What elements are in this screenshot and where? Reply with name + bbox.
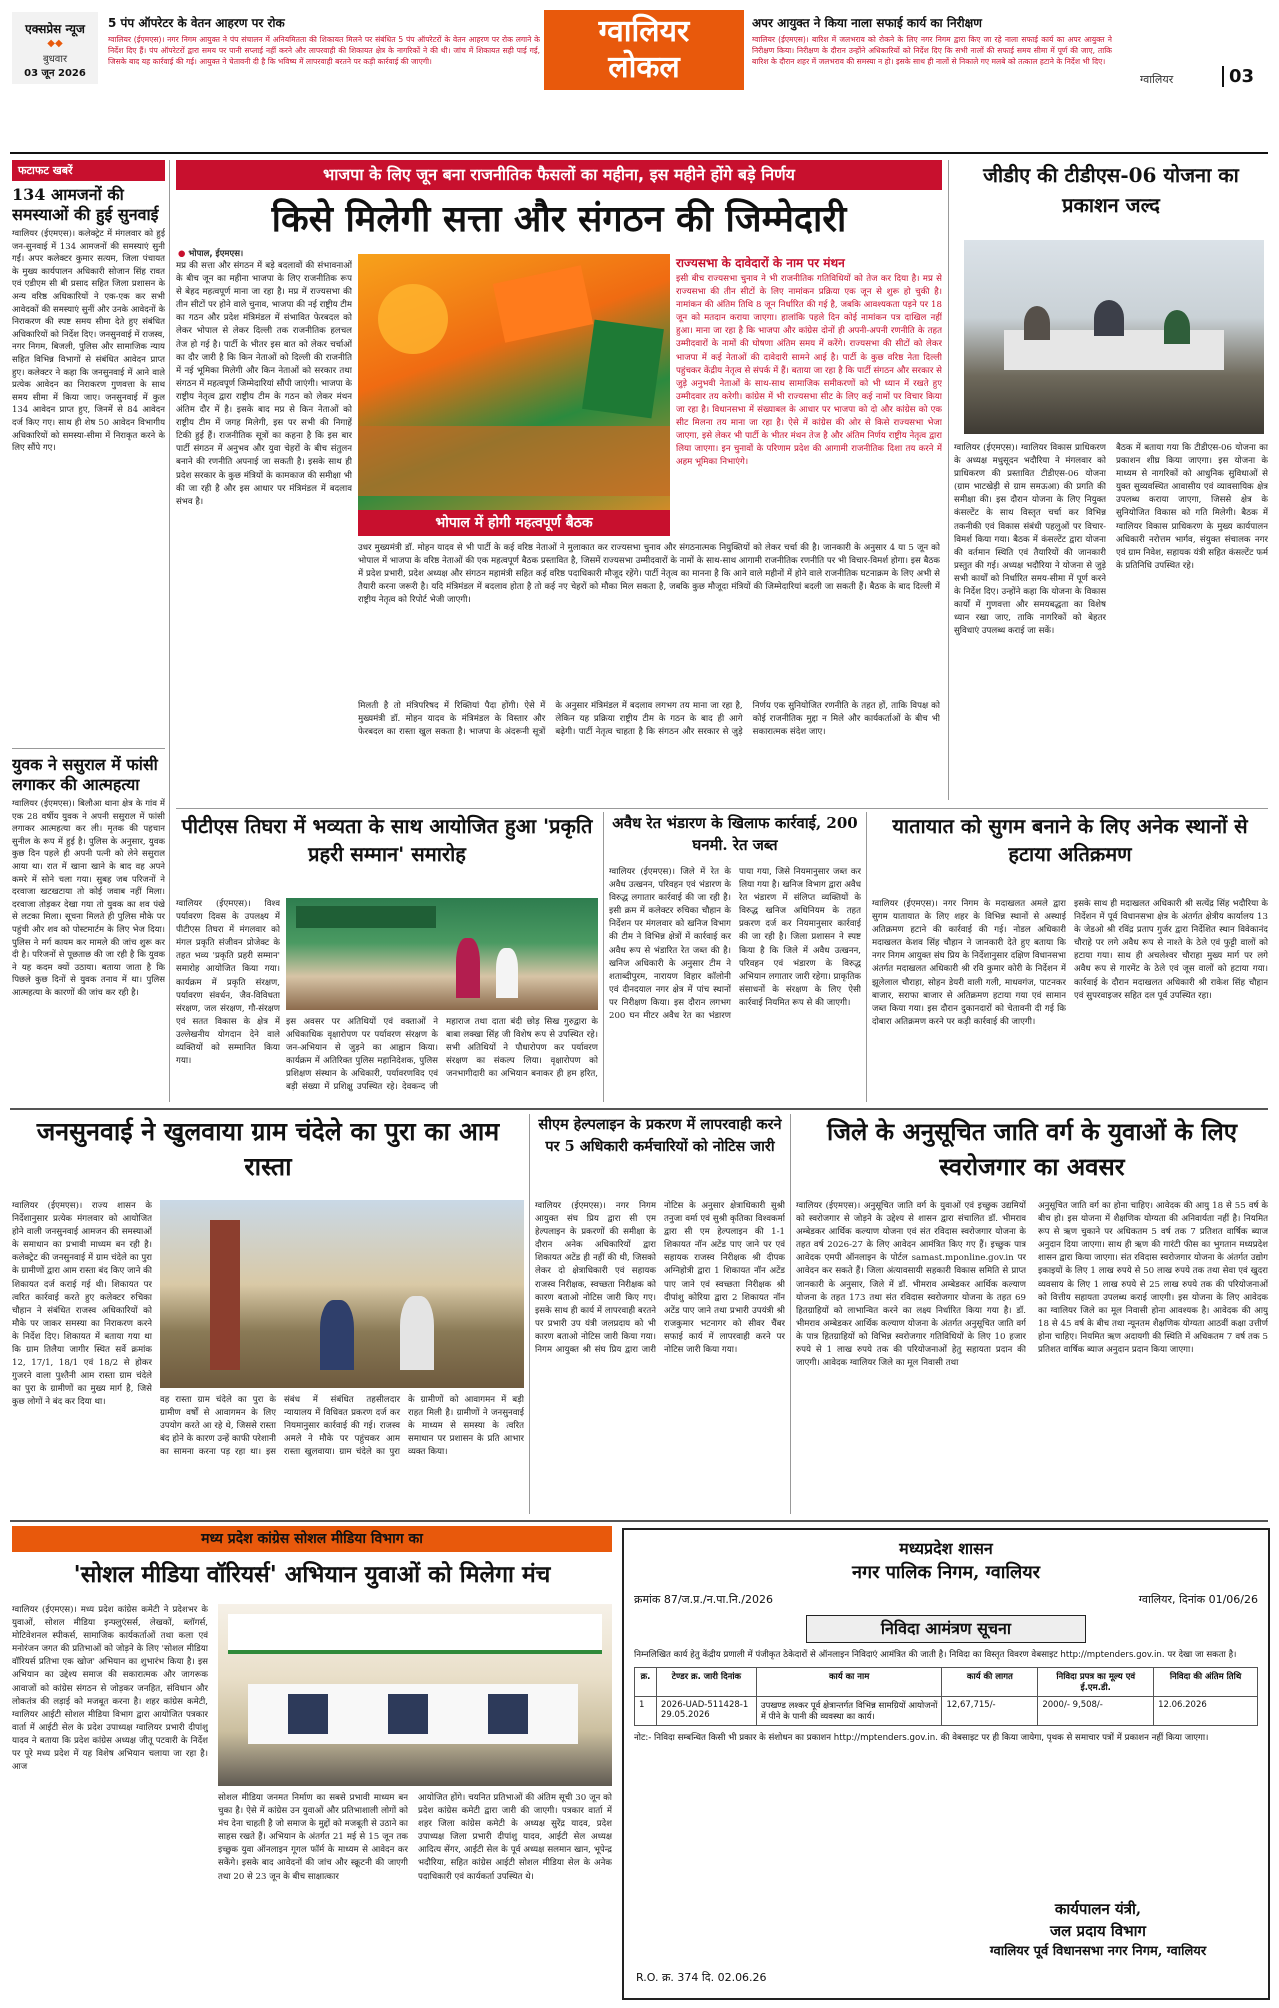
tender-gov: मध्यप्रदेश शासन	[899, 1539, 993, 1558]
person-shape	[496, 948, 518, 998]
tender-th: क्र.	[635, 1668, 657, 1697]
lead-dateline: ● भोपाल, ईएमएस।	[178, 249, 244, 259]
tender-td: उपखण्ड लश्कर पूर्व क्षेत्रान्तर्गत विभिन्न सामग्रियों आयोजनों में पीने के पानी की व्यवस्था का कार्य।	[756, 1697, 942, 1726]
lead-photo-caption: भोपाल में होगी महत्वपूर्ण बैठक	[435, 515, 593, 531]
lead-body-bottom: मिलती है तो मंत्रिपरिषद में रिक्तियां पैदा होंगी। ऐसे में मुख्यमंत्री डॉ. मोहन यादव के मंत्रिमंडल के विस्तार और फेरबदल का रास्ता खुल सकता है। भाजपा के अंदरूनी सूत्रों के अनुसार मंत्रिमंडल में बदलाव लगभग तय माना जा रहा है, लेकिन यह प्रक्रिया राष्ट्रीय टीम के गठन के बाद ही आगे बढ़ेगी। पार्टी नेतृत्व चाहता है कि संगठन और सरकार से जुड़े निर्णय एक सुनियोजित रणनीति के तहत हों, ताकि विपक्ष को कोई राजनीतिक मुद्दा न मिले और कार्यकर्ताओं के बीच भी सकारात्मक संदेश जाए।	[358, 701, 940, 738]
page-city: ग्वालियर	[1140, 73, 1174, 86]
person-shape	[400, 1296, 434, 1370]
cm-body: ग्वालियर (ईएमएस)। नगर निगम आयुक्त संघ प्रिय द्वारा सी एम हेल्पलाइन के प्रकरणों की समीक्षा के दौरान अनेक अधिकारियों द्वारा शिकायत अटेंड ही नहीं की थी, जिसको लेकर दो क्षेत्राधिकारी एवं सहायक राजस्व निरीक्षक, स्वच्छता निरीक्षक को कारण बताओ नोटिस जारी किए गए। इसके साथ ही कार्य में लापरवाही बरतने पर प्रभारी उप यंत्री जलप्रदाय को भी कारण बताओ नोटिस जारी किया गया। निगम आयुक्त श्री संघ प्रिय द्वारा जारी नोटिस के अनुसार क्षेत्राधिकारी सुश्री तनुजा वर्मा एवं सुश्री कृतिका विश्वकर्मा द्वारा सी एम हेल्पलाइन की 1-1 शिकायत नॉन अटेंड पाए जाने पर एवं सहायक राजस्व निरीक्षक श्री दीपक अग्निहोत्री द्वारा 1 शिकायत नॉन अटेंड पाए जाने एवं स्वच्छता निरीक्षक श्री दीपांशु कोरिया द्वारा 2 शिकायत नॉन अटेंड पाए जाने तथा प्रभारी उपयंत्री श्री राजकुमार भटनागर को सीवर चैंबर सफाई कार्य में लापरवाही करने पर नोटिस जारी किया गया।	[535, 1201, 785, 1356]
illegal-story	[609, 812, 861, 1102]
crowd-shape	[358, 426, 670, 496]
tender-title: निविदा आमंत्रण सूचना	[880, 1619, 1012, 1638]
sidebar-story-1-body: ग्वालियर (ईएमएस)। कलेक्ट्रेट में मंगलवार को हुई जन-सुनवाई में 134 आमजनों की समस्याएं सुनी गईं। अपर कलेक्टर कुमार सत्यम, जिला पंचायत के मुख्य कार्यपालन अधिकारी सोजान सिंह रावत एवं एडीएम सी बी प्रसाद सहित जिला प्रशासन के अन्य वरिष्ठ अधिकारियों ने एक-एक कर सभी आवेदकों की समस्याएं सुनीं और उनके आवेदनों के निराकरण की स्पष्ट समय सीमा देते हुए संबंधित अधिकारियों को निर्देश दिए। जनसुनवाई में राजस्व, नगर निगम, बिजली, पुलिस और सामाजिक न्याय सहित विभिन्न विभागों से संबंधित आवेदन प्राप्त हुए। कलेक्टर ने कहा कि जनसुनवाई में आने वाले प्रत्येक आवेदन का निराकरण गुणवत्ता के साथ समय सीमा में किया जाए। जनसुनवाई में कुल 134 आवेदन प्राप्त हुए, जिनमें से 84 आवेदन दर्ज किए गए। साथ ही शेष 50 आवेदन विभागीय अधिकारियों को समस्या-सीमा में निराकृत करने के लिए सौंपे गए।	[12, 229, 165, 454]
ptes-body-top: ग्वालियर (ईएमएस)। विश्व पर्यावरण दिवस के उपलक्ष्य में पीटीएस तिघरा में मंगलवार को मंगल प्रकृति संजीवन प्रोजेक्ट के तहत भव्य 'प्रकृति प्रहरी सम्मान' समारोह आयोजित किया गया। कार्यक्रम में प्रकृति संरक्षण, पर्यावरण संवर्धन, जैव-विविधता संरक्षण, जल संरक्षण, गौ-संरक्षण एवं सतत विकास के क्षेत्र में उल्लेखनीय योगदान देने वाले व्यक्तियों को सम्मानित किया गया।	[176, 899, 280, 1067]
poster-shape	[488, 1694, 528, 1734]
tds-meeting-photo	[964, 240, 1264, 434]
person-shape	[320, 1300, 354, 1370]
jan-body-2: वह रास्ता ग्राम चंदेले का पुरा के ग्रामीण वर्षों से आवागमन के लिए उपयोग करते आ रहे थे, जिससे रास्ता बंद होने के कारण उन्हें काफी परेशानी का सामना करना पड़ रहा था। इस संबंध में संबंधित तहसीलदार न्यायालय में विधिवत प्रकरण दर्ज कर नियमानुसार कार्रवाई की गई। राजस्व अमले ने मौके पर पहुंचकर आम रास्ता खुलवाया। ग्राम चंदेले का पुरा के ग्रामीणों को आवागमन में बड़ी राहत मिली है। ग्रामीणों ने जनसुनवाई के माध्यम से समस्या के त्वरित समाधान पर प्रशासन के प्रति आभार व्यक्त किया।	[160, 1395, 524, 1458]
row4-rule	[10, 1520, 1268, 1522]
cm-rule	[790, 1114, 791, 1514]
sidebar-divider	[12, 748, 165, 749]
tender-sign-3: ग्वालियर पूर्व विधानसभा नगर निगम, ग्वालियर	[989, 1944, 1207, 1959]
flag-shape	[493, 265, 594, 342]
issue-date: 03 जून 2026	[24, 68, 86, 79]
tds-headline: जीडीए की टीडीएस-06 योजना का प्रकाशन जल्द	[983, 163, 1239, 217]
flag-shape	[378, 284, 448, 354]
lead-rally-photo	[358, 254, 670, 536]
ptes-story	[176, 812, 598, 1102]
sc-body-col2: अनुसूचित जाति वर्ग का होना चाहिए। आवेदक की आयु 18 से 55 वर्ष के बीच हो। इस योजना में शैक्षणिक योग्यता की अनिवार्यता नहीं है। नियमित रूप से ऋण चुकाने पर अधिकतम 5 वर्ष तक 7 प्रतिशत वार्षिक ब्याज अनुदान दिया जाएगा। साथ ही ऋण की गारंटी फीस का भुगतान मध्यप्रदेश शासन द्वारा किया जाएगा। संत रविदास स्वरोजगार योजना के अंतर्गत उद्योग इकाइयों के लिए 1 लाख रुपये से 50 लाख रुपये तक तथा सेवा एवं खुदरा व्यवसाय के लिए 1 लाख रुपये से 25 लाख रुपये तक की परियोजनाओं को वित्तीय सहायता उपलब्ध कराई जाएगी। इस योजना के लिए आवेदक का ग्वालियर जिले का मूल निवासी होना आवश्यक है। आवेदक की आयु 18 से 45 वर्ष के बीच तथा न्यूनतम शैक्षणिक योग्यता आठवीं कक्षा उत्तीर्ण होना चाहिए। नियमित ऋण अदायगी की स्थिति में अधिकतम 7 वर्ष तक 5 प्रतिशत वार्षिक ब्याज अनुदान प्रदान किया जाएगा।	[1038, 1201, 1268, 1356]
tds-body-col2: बैठक में बताया गया कि टीडीएस-06 योजना का प्रकाशन शीघ्र किया जाएगा। इस योजना के माध्यम से नागरिकों को आधुनिक सुविधाओं से युक्त सुव्यवस्थित आवासीय एवं व्यावसायिक क्षेत्र उपलब्ध कराया जाएगा, जिससे क्षेत्र के सुनियोजित विकास को गति मिलेगी। बैठक में ग्वालियर विकास प्राधिकरण के मुख्य कार्यपालन अधिकारी नरोत्तम भार्गव, संयुक्त संचालक नगर एवं ग्राम निवेश, सहायक यंत्री सहित कंसल्टेंट फर्म के प्रतिनिधि उपस्थित रहे।	[1116, 443, 1268, 571]
illegal-rule	[866, 812, 867, 1102]
masthead-story-1	[108, 14, 540, 88]
illegal-headline: अवैध रेत भंडारण के खिलाफ कार्रवाई, 200 घनमी. रेत जब्त	[612, 814, 858, 854]
ptes-event-photo	[286, 898, 598, 1010]
sidebar-story-2-body: ग्वालियर (ईएमएस)। बिलौआ थाना क्षेत्र के गांव में एक 28 वर्षीय युवक ने अपनी ससुराल में फांसी लगाकर आत्महत्या कर ली। मृतक की पहचान सुनील के रूप में हुई है। पुलिस के अनुसार, युवक कुछ दिन पहले ही अपनी पत्नी को लेने ससुराल आया था। रात में खाना खाने के बाद वह अपने कमरे में सोने चला गया। सुबह जब परिजनों ने दरवाजा खटखटाया तो कोई जवाब नहीं मिला। दरवाजा तोड़कर देखा गया तो युवक का शव पंखे से लटका मिला। सूचना मिलते ही पुलिस मौके पर पहुंची और शव को पोस्टमार्टम के लिए भेज दिया। पुलिस ने मर्ग कायम कर मामले की जांच शुरू कर दी है। परिजनों से पूछताछ की जा रही है कि युवक ने यह कदम क्यों उठाया। बताया जाता है कि पिछले कुछ दिनों से युवक तनाव में था। पुलिस आत्महत्या के कारणों की जांच कर रही है।	[12, 799, 165, 998]
tender-td: 2026-UAD-511428-1 29.05.2026	[656, 1697, 756, 1726]
tds-rule	[948, 160, 949, 800]
lead-side-headline: राज्यसभा के दावेदारों के नाम पर मंथन	[676, 256, 845, 270]
jan-headline: जनसुनवाई ने खुलवाया ग्राम चंदेले का पुरा का आम रास्ता	[36, 1117, 500, 1181]
lead-headline: किसे मिलेगी सत्ता और संगठन की जिम्मेदारी	[271, 198, 847, 240]
person-shape	[456, 938, 480, 998]
sidebar-rule	[169, 160, 170, 1102]
sidebar-label: फटाफट खबरें	[12, 160, 165, 181]
jan-road-photo	[160, 1200, 524, 1388]
congress-story	[12, 1526, 612, 2004]
brand-diamond-icon: ◆◆	[47, 38, 63, 49]
lead-side-body: इसी बीच राज्यसभा चुनाव ने भी राजनीतिक गतिविधियों को तेज कर दिया है। मप्र से राज्यसभा की तीन सीटों के लिए नामांकन प्रक्रिया एक जून से शुरू हो चुकी है। नामांकन की अंतिम तिथि 8 जून निर्धारित की गई है, जबकि आवश्यकता पड़ने पर 18 जून को मतदान कराया जाएगा। हालांकि पहले दिन कोई नामांकन पत्र दाखिल नहीं हुआ। माना जा रहा है कि भाजपा और कांग्रेस दोनों ही अपनी-अपनी रणनीति के तहत उम्मीदवारों के नामों की घोषणा अंतिम समय में करेंगे। राज्यसभा की सीटों को लेकर भाजपा में कई नेताओं की दावेदारी सामने आई है। पार्टी के कुछ वरिष्ठ नेता दिल्ली पहुंचकर केंद्रीय नेतृत्व से संपर्क में हैं। बताया जा रहा है कि पार्टी संगठन और सरकार से जुड़े अनुभवी नेताओं के साथ-साथ सामाजिक समीकरणों को भी ध्यान में रखते हुए उम्मीदवार तय करेगी। कांग्रेस में भी राज्यसभा सीट के लिए कई नामों पर विचार किया जा रहा है। विधानसभा में संख्याबल के आधार पर भाजपा को दो और कांग्रेस को एक सीट मिलना तय माना जा रहा है। ऐसे में कांग्रेस की ओर से किसे राज्यसभा भेजा जाएगा, इसे लेकर भी पार्टी के भीतर मंथन तेज है और अंतिम निर्णय राष्ट्रीय नेतृत्व द्वारा लिया जाएगा। इन चुनावों के परिणाम प्रदेश की आगामी राजनीतिक दिशा तय करने में अहम भूमिका निभाएंगे।	[676, 274, 942, 468]
sc-headline: जिले के अनुसूचित जाति वर्ग के युवाओं के लिए स्वरोजगार का अवसर	[827, 1117, 1237, 1181]
person-shape	[1094, 300, 1124, 336]
sc-story	[796, 1114, 1268, 1514]
table-row	[635, 1697, 1258, 1726]
section-title: ग्वालियर लोकल	[598, 14, 690, 85]
tender-ref: क्रमांक 87/ज.प्र./न.पा.नि./2026	[634, 1593, 773, 1606]
lead-body-under-photo: उधर मुख्यमंत्री डॉ. मोहन यादव से भी पार्टी के कई वरिष्ठ नेताओं ने मुलाकात कर राज्यसभा चुनाव और संगठनात्मक नियुक्तियों को लेकर चर्चा की है। जानकारी के अनुसार 4 या 5 जून को भोपाल में भाजपा के वरिष्ठ नेताओं की एक महत्वपूर्ण बैठक प्रस्तावित है, जिसमें राज्यसभा उम्मीदवारों के नामों के साथ-साथ आगामी राजनीतिक रणनीति पर भी विचार-विमर्श होगा। इस बैठक में प्रदेश प्रभारी, प्रदेश अध्यक्ष और संगठन महामंत्री सहित कई वरिष्ठ पदाधिकारी मौजूद रहेंगे। पार्टी नेतृत्व का मानना है कि आने वाले महीनों में होने वाले राजनीतिक घटनाक्रम के लिए अभी से तैयारी करना जरूरी है। यदि मंत्रिमंडल में बदलाव होता है तो कई नए चेहरों को मौका मिल सकता है, जबकि कुछ मौजूदा मंत्रियों की जिम्मेदारियां बदली जा सकती हैं। बैठक के बाद दिल्ली में राष्ट्रीय नेतृत्व को रिपोर्ट भेजी जाएगी।	[358, 543, 940, 606]
lead-body-col1: मप्र की सत्ता और संगठन में बड़े बदलावों की संभावनाओं के बीच जून का महीना भाजपा के लिए राजनीतिक रूप से बेहद महत्वपूर्ण माना जा रहा है। मप्र में राज्यसभा की तीन सीटों पर होने वाले चुनाव, भाजपा की नई राष्ट्रीय टीम का गठन और प्रदेश मंत्रिमंडल में संभावित फेरबदल को लेकर भोपाल से लेकर दिल्ली तक राजनीतिक हलचल तेज हो गई है। पार्टी के भीतर इस बात को लेकर चर्चाओं का दौर जारी है कि किन नेताओं को दिल्ली की राजनीति में नई भूमिका मिलेगी और किन नेताओं को सरकार तथा संगठन में महत्वपूर्ण जिम्मेदारियां सौंपी जाएंगी। भाजपा के राष्ट्रीय नेतृत्व द्वारा राष्ट्रीय टीम के गठन को लेकर मंथन अंतिम दौर में है। इसके बाद मप्र से किन नेताओं को राष्ट्रीय टीम में जगह मिलेगी, इस पर सभी की निगाहें टिकी हुई हैं। राजनीतिक सूत्रों का कहना है कि इस बार पार्टी संगठन में अनुभव और युवा चेहरों के बीच संतुलन बनाने की रणनीति अपनाई जा सकती है। इसके साथ ही प्रदेश सरकार के कुछ मंत्रियों के कामकाज की समीक्षा भी की जा रही है और इस आधार पर मंत्रिमंडल में बदलाव संभव है।	[176, 261, 352, 507]
tds-story	[954, 160, 1268, 800]
brand-name: एक्सप्रेस न्यूज	[25, 22, 85, 36]
tender-table-header	[635, 1668, 1258, 1697]
congress-body-col2: सोशल मीडिया जनमत निर्माण का सबसे प्रभावी माध्यम बन चुका है। ऐसे में कांग्रेस उन युवाओं और प्रतिभाशाली लोगों को मंच देना चाहती है जो समाज के मुद्दों को मजबूती से उठाने का साहस रखते हैं। अभियान के अंतर्गत 21 मई से 15 जून तक इच्छुक युवा ऑनलाइन गूगल फॉर्म के माध्यम से आवेदन कर सकेंगे। इसके बाद आवेदनों की जांच और स्क्रूटनी की जाएगी तथा 20 से 23 जून के बीच साक्षात्कार	[218, 1793, 408, 1882]
lead-story	[176, 160, 942, 800]
tender-intro: निम्नलिखित कार्य हेतु केंद्रीय प्रणाली में पंजीकृत ठेकेदारों से ऑनलाइन निविदाएं आमंत्रित की जाती है। निविदा का विस्तृत विवरण वेबसाइट http://mptenders.gov.in. पर देखा जा सकता है।	[634, 1650, 1237, 1660]
tender-td: 2000/- 9,508/-	[1038, 1697, 1154, 1726]
tds-body-col1: ग्वालियर (ईएमएस)। ग्वालियर विकास प्राधिकरण के अध्यक्ष मधुसूदन भदौरिया ने मंगलवार को प्राधिकरण की प्रस्तावित टीडीएस-06 योजना (ग्राम भाटखेड़ी से ग्राम समऊआ) की प्रगति की समीक्षा की। इस दौरान योजना के लिए नियुक्त कंसल्टेंट के साथ विस्तृत चर्चा कर विभिन्न तकनीकी एवं विकास संबंधी पहलुओं पर विचार-विमर्श किया गया। बैठक में कंसल्टेंट द्वारा योजना की वर्तमान स्थिति एवं तैयारियों की जानकारी प्रस्तुत की गई। अध्यक्ष भदौरिया ने योजना से जुड़े सभी कार्यों को निर्धारित समय-सीमा में पूर्ण करने के निर्देश दिए। उन्होंने कहा कि योजना के विकास कार्यों में गुणवत्ता और समयबद्धता का विशेष ध्यान रखा जाए, ताकि नागरिकों को बेहतर सुविधाएं उपलब्ध कराई जा सकें।	[954, 443, 1106, 637]
masthead-story-1-body: ग्वालियर (ईएमएस)। नगर निगम आयुक्त ने पंप संचालन में अनियमितता की शिकायत मिलने पर संबंधित 5 पंप ऑपरेटरों के वेतन आहरण पर रोक लगाने के निर्देश दिए हैं। पंप ऑपरेटरों द्वारा समय पर पानी सप्लाई नहीं करने और लापरवाही की शिकायत क्षेत्र के नागरिकों ने की थी। जांच में शिकायत सही पाई गई, जिसके बाद यह कार्रवाई की गई। आयुक्त ने चेतावनी दी है कि भविष्य में लापरवाही बरतने पर कड़ी कार्रवाई की जाएगी।	[108, 35, 540, 66]
congress-body-col3: आयोजित होंगे। चयनित प्रतिभाओं की अंतिम सूची 30 जून को प्रदेश कांग्रेस कमेटी द्वारा जारी की जाएगी। पत्रकार वार्ता में शहर जिला कांग्रेस कमेटी के अध्यक्ष सुरेंद्र यादव, प्रदेश उपाध्यक्ष जिला प्रभारी दीपांशु यादव, आईटी सेल अध्यक्ष आदित्य सेंगर, आईटी सेल के पूर्व अध्यक्ष सलमान खान, भूपेन्द्र भदौरिया, सहित कांग्रेस आईटी सोशल मीडिया सेल के अनेक पदाधिकारी एवं कार्यकर्ता उपस्थित थे।	[418, 1793, 612, 1882]
section-title-box	[544, 10, 744, 90]
person-shape	[1164, 310, 1190, 344]
banner-shape	[228, 1614, 602, 1654]
tender-place-date: ग्वालियर, दिनांक 01/06/26	[1138, 1593, 1258, 1606]
tender-ro: R.O. क्र. 374 दि. 02.06.26	[636, 1971, 767, 1984]
tender-signature	[948, 1898, 1248, 1962]
tender-td: 12.06.2026	[1154, 1697, 1258, 1726]
tender-sign-1: कार्यपालन यंत्री,	[1054, 1900, 1142, 1918]
congress-body-col1: ग्वालियर (ईएमएस)। मध्य प्रदेश कांग्रेस कमेटी ने प्रदेशभर के युवाओं, सोशल मीडिया इन्फ्लुएंसर्स, लेखकों, ब्लॉगर्स, मोटिवेशनल स्पीकर्स, सामाजिक कार्यकर्ताओं तथा कला एवं मनोरंजन जगत की प्रतिभाओं को जोड़ने के लिए 'सोशल मीडिया वॉरियर्स प्रतिभा एक खोज' अभियान का शुभारंभ किया है। इस अभियान का उद्देश्य समाज की सकारात्मक और जागरूक आवाजों को कांग्रेस संगठन से जोड़कर जनहित, संविधान और लोकतंत्र की लड़ाई को मजबूत करना है। शहर कांग्रेस कमेटी, ग्वालियर आईटी सोशल मीडिया विभाग द्वारा आयोजित पत्रकार वार्ता में आईटी सेल के प्रदेश उपाध्यक्ष ग्वालियर प्रभारी दीपांशु यादव ने बताया कि प्रदेश कांग्रेस अध्यक्ष जीतू पटवारी के निर्देश पर पूरे मध्य प्रदेश में यह विशेष अभियान चलाया जा रहा है। आज	[12, 1605, 208, 1773]
sidebar-story-1-headline: 134 आमजनों की समस्याओं की हुई सुनवाई	[12, 185, 159, 224]
row2-rule	[176, 808, 1268, 809]
lead-kicker: भाजपा के लिए जून बना राजनीतिक फैसलों का महीना, इस महीने होंगे बड़े निर्णय	[176, 160, 942, 190]
banner-shape	[296, 906, 436, 928]
traffic-body-col2: इसके साथ ही मदाखलत अधिकारी श्री सत्येंद्र सिंह भदौरिया के निर्देशन में पूर्व विधानसभा क्षेत्र के अंतर्गत क्षेत्रीय कार्यालय 13 के जेडओ श्री रविंद्र प्रताप गुर्जर द्वारा निर्देशित स्थान विवेकानंद चौराहे पर लगे अवैध रूप से नाश्ते के ठेले एवं फुट्टी वालों को हटाया गया। साथ ही अचलेश्वर चौराहा मुख्य मार्ग पर लगे अवैध रूप से गारमेंट के ठेले एवं जूस वालों को हटाया गया। कार्रवाई के दौरान मदाखलत अधिकारी श्री राकेश सिंह चौहान एवं सुपरवाइजर सहित दल पूर्व उपस्थित रहा।	[1074, 899, 1268, 1001]
tender-ref-row	[634, 1592, 1258, 1607]
person-shape	[1024, 306, 1050, 340]
tender-table	[634, 1667, 1258, 1726]
tender-td: 12,67,715/-	[942, 1697, 1038, 1726]
congress-press-photo	[218, 1604, 612, 1786]
illegal-body: ग्वालियर (ईएमएस)। जिले में रेत के अवैध उत्खनन, परिवहन एवं भंडारण के विरुद्ध लगातार कार्रवाई की जा रही है। इसी क्रम में कलेक्टर रुचिका चौहान के निर्देशन पर मंगलवार को खनिज विभाग की टीम ने विभिन्न क्षेत्रों में कार्रवाई कर अवैध रूप से भंडारित रेत जब्त की है। खनिज अधिकारी के अनुसार टीम ने शताब्दीपुरम, नारायण विहार कॉलोनी एवं दीनदयाल नगर क्षेत्र में पांच स्थानों पर निरीक्षण किया। इस दौरान लगभग 200 घन मीटर अवैध रेत का भंडारण पाया गया, जिसे नियमानुसार जब्त कर लिया गया है। खनिज विभाग द्वारा अवैध रेत भंडारण में संलिप्त व्यक्तियों के विरुद्ध खनिज अधिनियम के तहत प्रकरण दर्ज कर नियमानुसार कार्रवाई की जा रही है। जिला प्रशासन ने स्पष्ट किया है कि जिले में अवैध उत्खनन, परिवहन एवं भंडारण के विरुद्ध अभियान लगातार जारी रहेगा। प्राकृतिक संसाधनों के संरक्षण के लिए ऐसी कार्रवाई नियमित रूप से की जाएगी।	[609, 867, 861, 1022]
sc-body-col1: ग्वालियर (ईएमएस)। अनुसूचित जाति वर्ग के युवाओं एवं इच्छुक उद्यमियों को स्वरोजगार से जोड़ने के उद्देश्य से शासन द्वारा संचालित डॉ. भीमराव अम्बेडकर आर्थिक कल्याण योजना एवं संत रविदास स्वरोजगार योजना के तहत वर्ष 2026-27 के लिए आवेदन आमंत्रित किए गए हैं। इच्छुक पात्र आवेदक एमपी ऑनलाइन के पोर्टल samast.mponline.gov.in पर आवेदन कर सकते हैं। जिला अंत्यावसायी सहकारी विकास समिति से प्राप्त जानकारी के अनुसार, जिले में डॉ. भीमराव अम्बेडकर आर्थिक कल्याण योजना के तहत 173 तथा संत रविदास स्वरोजगार योजना के तहत 69 हितग्राहियों को लाभान्वित करने का लक्ष्य निर्धारित किया गया है। डॉ. भीमराव अम्बेडकर आर्थिक कल्याण योजना के अंतर्गत अनुसूचित जाति वर्ग के पात्र हितग्राहियों को विभिन्न स्वरोजगार गतिविधियों के लिए 10 हजार रुपये से 1 लाख रुपये तक की परियोजनाओं हेतु सहायता प्रदान की जाएगी। आवेदक ग्वालियर जिले का मूल निवासी तथा	[796, 1201, 1026, 1369]
congress-kicker: मध्य प्रदेश कांग्रेस सोशल मीडिया विभाग का	[12, 1526, 612, 1552]
poster-shape	[288, 1694, 328, 1734]
congress-headline: 'सोशल मीडिया वॉरियर्स' अभियान युवाओं को मिलेगा मंच	[73, 1561, 551, 1588]
poster-shape	[388, 1694, 428, 1734]
jan-body: ग्वालियर (ईएमएस)। राज्य शासन के निर्देशानुसार प्रत्येक मंगलवार को आयोजित होने वाली जनसुनवाई आमजन की समस्याओं के समाधान का प्रभावी माध्यम बन रही है। कलेक्ट्रेट की जनसुनवाई में ग्राम चंदेले का पुरा के ग्रामीणों द्वारा आम रास्ता बंद किए जाने की शिकायत दर्ज कराई गई थी। शिकायत पर त्वरित कार्रवाई करते हुए कलेक्टर रुचिका चौहान ने संबंधित राजस्व अधिकारियों को मौके पर जाकर समस्या का निराकरण करने के निर्देश दिए। शिकायत में बताया गया था कि ग्राम तिलैया जागीर स्थित सर्वे क्रमांक 12, 17/1, 18/1 एवं 18/2 से होकर गुजरने वाला पुश्तैनी आम रास्ता ग्राम चंदेले का पुरा के ग्रामीणों का मुख्य मार्ग है, जिसे कुछ लोगों ने बंद कर दिया था।	[12, 1201, 152, 1408]
traffic-headline: यातायात को सुगम बनाने के लिए अनेक स्थानों से हटाया अतिक्रमण	[892, 814, 1248, 866]
tender-th: कार्य का नाम	[756, 1668, 942, 1697]
ptes-headline: पीटीएस तिघरा में भव्यता के साथ आयोजित हुआ 'प्रकृति प्रहरी सम्मान' समारोह	[181, 814, 593, 866]
jan-rule	[529, 1114, 530, 1514]
tender-th: टेण्डर क्र. जारी दिनांक	[656, 1668, 756, 1697]
cm-story	[535, 1114, 785, 1514]
lead-dateline-text: भोपाल, ईएमएस।	[188, 249, 244, 259]
tender-org: नगर पालिक निगम, ग्वालियर	[851, 1562, 1041, 1583]
jan-story	[12, 1114, 524, 1514]
sidebar	[12, 160, 165, 1102]
masthead-story-2-body: ग्वालियर (ईएमएस)। बारिश में जलभराव को रोकने के लिए नगर निगम द्वारा किए जा रहे नाला सफाई कार्य का अपर आयुक्त ने निरीक्षण किया। निरीक्षण के दौरान उन्होंने अधिकारियों को निर्देश दिए कि सभी नालों की सफाई समय सीमा में पूर्ण की जाए, ताकि बारिश के दौरान शहर में जलभराव की समस्या न हो। इसके साथ ही नालों से निकाले गए मलबे को तत्काल हटाने के निर्देश भी दिए।	[752, 35, 1112, 66]
masthead-rule	[10, 152, 1268, 154]
masthead	[0, 0, 1279, 96]
tender-th: निविदा की अंतिम तिथि	[1154, 1668, 1258, 1697]
tender-th: कार्य की लागत	[942, 1668, 1038, 1697]
lead-side-box	[676, 254, 942, 540]
row3-rule	[10, 1108, 1268, 1110]
masthead-story-1-headline: 5 पंप ऑपरेटर के वेतन आहरण पर रोक	[108, 16, 285, 30]
tender-sign-2: जल प्रदाय विभाग	[1050, 1922, 1146, 1940]
ptes-body-bottom: इस अवसर पर अतिथियों एवं वक्ताओं ने अधिकाधिक वृक्षारोपण पर पर्यावरण संरक्षण के जन-अभियान से जुड़ने का आह्वान किया। कार्यक्रम में अतिरिक्त पुलिस महानिदेशक, पुलिस प्रशिक्षण संस्थान के अधिकारी, पर्यावरणविद एवं बड़ी संख्या में प्रशिक्षु उपस्थित रहे। देवकन्द जी महाराज तथा दाता बंदी छोड़ सिख गुरुद्वारा के बाबा लक्खा सिंह जी विशेष रूप से उपस्थित रहे। सभी अतिथियों ने पौधारोपण कर पर्यावरण संरक्षण का संकल्प लिया। वृक्षारोपण को जनभागीदारी का अभियान बनाकर ही हम हरित,	[286, 1017, 598, 1093]
tender-note: नोट:- निविदा सम्बन्धित किसी भी प्रकार के संशोधन का प्रकाशन http://mptenders.gov.in. की वेबसाइट पर ही किया जायेगा, पृथक से समाचार पत्रों में प्रकाशन नहीं किया जाएगा।	[634, 1733, 1209, 1743]
traffic-body-col1: ग्वालियर (ईएमएस)। नगर निगम के मदाखलत अमले द्वारा सुगम यातायात के लिए शहर के विभिन्न स्थानों से अस्थाई अतिक्रमण हटाने की कार्रवाई की गई। नोडल अधिकारी मदाखलत केशव सिंह चौहान ने जानकारी देते हुए बताया कि नगर निगम आयुक्त संघ प्रिय के निर्देशानुसार दक्षिण विधानसभा अंतर्गत मदाखलत अधिकारी श्री रवि कुमार कोरी के निर्देशन में झूलेलाल चौराहा, सोहन डेयरी वाली गली, माधवगंज, पाटनकर बाजार, सराफा बाजार से अतिक्रमण हटाया गया एवं सामान जब्त किया गया। इस दौरान दुकानदारों को चेतावनी दी गई कि दोबारा अतिक्रमण करने पर कड़ी कार्रवाई की जाएगी।	[872, 899, 1066, 1027]
brand-box	[12, 12, 98, 84]
tender-td: 1	[635, 1697, 657, 1726]
tender-title-box	[806, 1615, 1086, 1643]
traffic-story	[872, 812, 1268, 1102]
issue-day: बुधवार	[42, 54, 68, 65]
masthead-story-2	[752, 14, 1112, 88]
cm-headline: सीएम हेल्पलाइन के प्रकरण में लापरवाही करने पर 5 अधिकारी कर्मचारियों को नोटिस जारी	[538, 1116, 782, 1155]
tender-ad	[622, 1528, 1270, 2000]
chimney-shape	[210, 1220, 240, 1370]
page-number: 03	[1222, 66, 1254, 87]
sidebar-story-2-headline: युवक ने ससुराल में फांसी लगाकर की आत्महत्या	[12, 755, 158, 794]
ptes-rule	[603, 812, 604, 1102]
flag-shape	[582, 320, 664, 419]
masthead-story-2-headline: अपर आयुक्त ने किया नाला सफाई कार्य का निरीक्षण	[752, 16, 982, 30]
tender-th: निविदा प्रपत्र का मूल्य एवं ई.एम.डी.	[1038, 1668, 1154, 1697]
